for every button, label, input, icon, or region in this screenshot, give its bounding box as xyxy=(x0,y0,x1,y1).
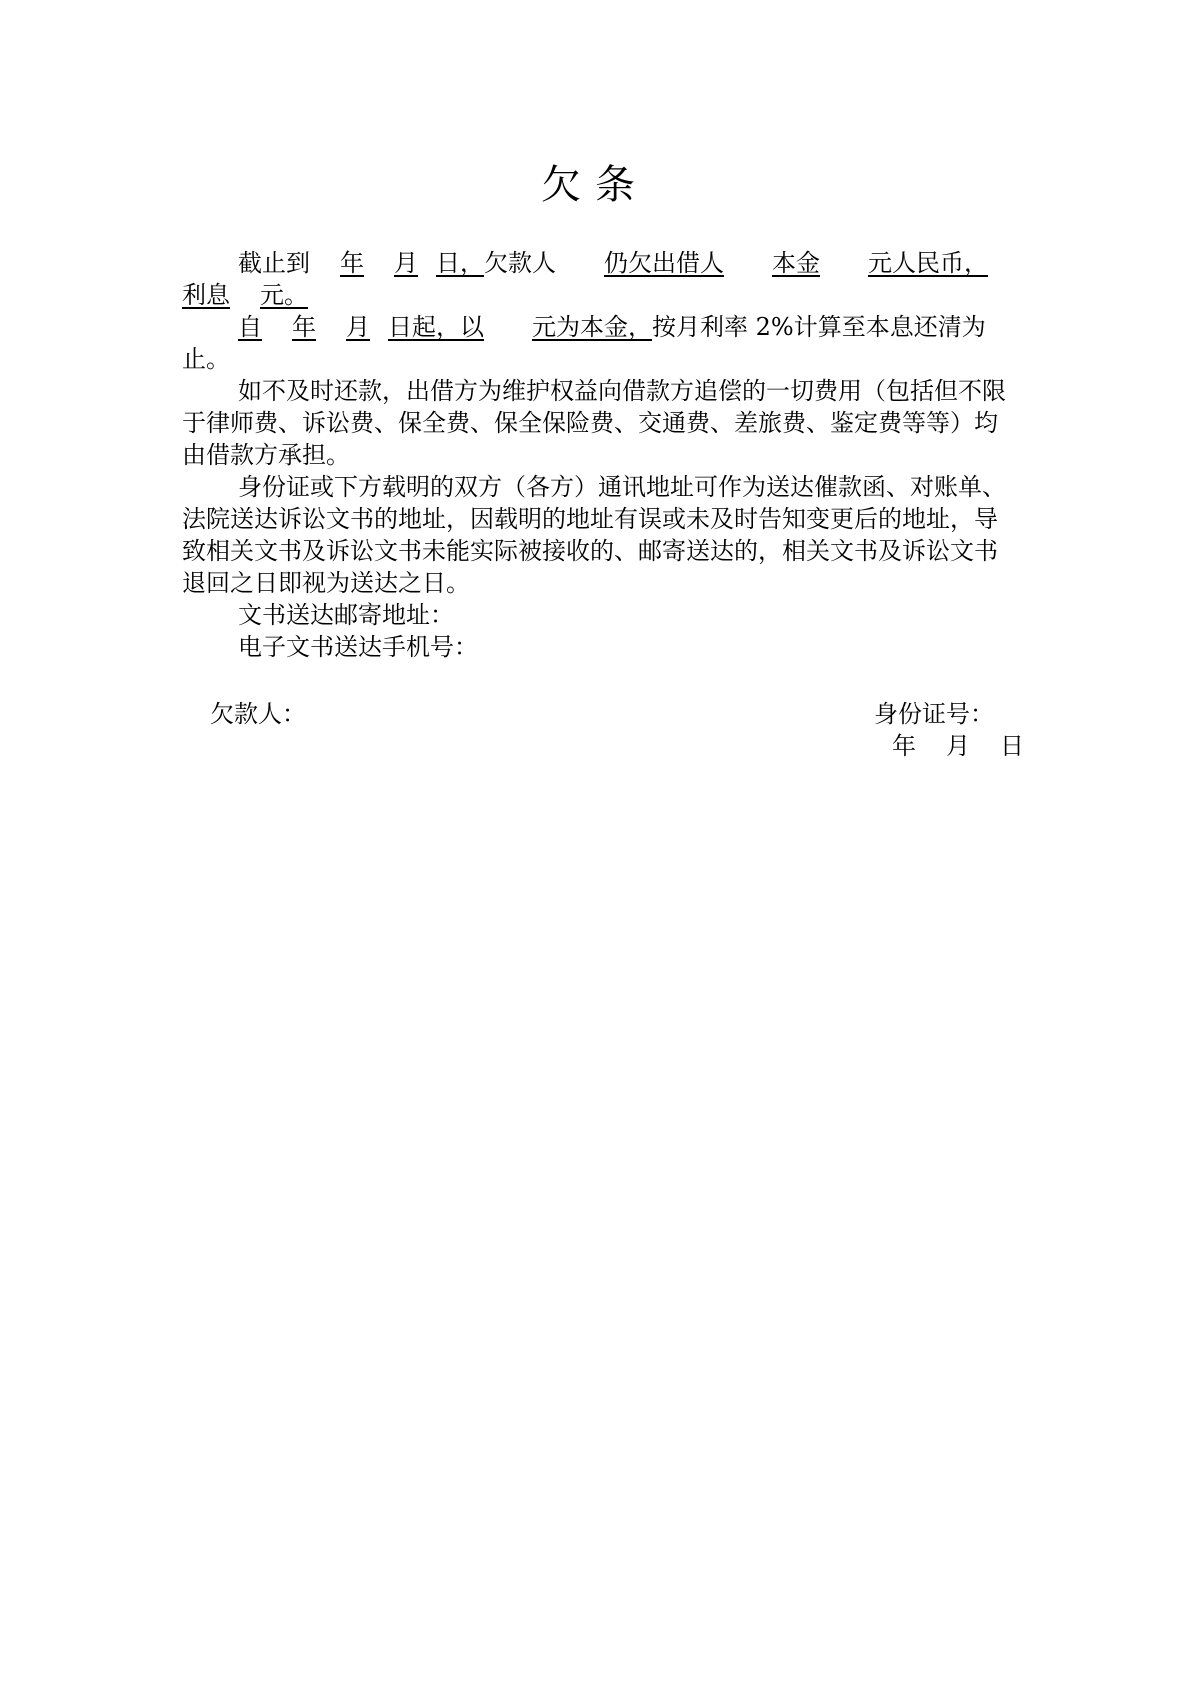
start-month: 月 xyxy=(346,313,370,341)
owed-amount-underline xyxy=(556,249,988,277)
cutoff-day: 日， xyxy=(436,249,484,277)
interest-word: 利息 xyxy=(182,281,230,309)
base-principal: 元为本金， xyxy=(532,313,652,341)
cutoff-month: 月 xyxy=(394,249,418,277)
principal-word: 本金 xyxy=(772,249,820,277)
cutoff-prefix: 截止到 xyxy=(238,249,310,277)
mail-address-label: 文书送达邮寄地址： xyxy=(238,601,454,629)
interest-start-underline xyxy=(238,313,652,341)
start-year: 年 xyxy=(292,313,316,341)
sign-month: 月 xyxy=(946,732,970,760)
id-number-label: 身份证号： xyxy=(874,700,994,728)
monthly-rate-text: 按月利率 2%计算至本息还清为止。 xyxy=(182,313,986,373)
fees-clause: 如不及时还款，出借方为维护权益向借款方追偿的一切费用（包括但不限于律师费、诉讼费、保全费、保全保险费、交通费、差旅费、鉴定费等等）均由借款方承担。 xyxy=(182,377,1006,469)
cutoff-date-underline xyxy=(310,249,484,277)
sign-year: 年 xyxy=(892,732,916,760)
interest-underline xyxy=(182,281,308,309)
signature-date xyxy=(892,730,1024,762)
debtor-word: 欠款人 xyxy=(484,249,556,277)
document-title: 欠条 xyxy=(541,162,649,208)
debtor-signature-label: 欠款人： xyxy=(210,700,306,728)
phone-label: 电子文书送达手机号： xyxy=(238,633,478,661)
cutoff-year: 年 xyxy=(340,249,364,277)
document-body xyxy=(182,247,1012,663)
start-day: 日起，以 xyxy=(388,313,484,341)
currency-word: 元人民币， xyxy=(868,249,988,277)
sign-day: 日 xyxy=(1000,732,1024,760)
from-word: 自 xyxy=(238,313,262,341)
amount-line xyxy=(182,247,1012,311)
interest-clause xyxy=(182,311,1012,375)
service-address-clause: 身份证或下方载明的双方（各方）通讯地址可作为送达催款函、对账单、法院送达诉讼文书的地址，因载明的地址有误或未及时告知变更后的地址，导致相关文书及诉讼文书未能实际被接收的、邮寄送达的，相关文书及诉讼文书退回之日即视为送达之日。 xyxy=(182,473,1006,597)
owes-lender: 仍欠出借人 xyxy=(604,249,724,277)
interest-yuan: 元。 xyxy=(260,281,308,309)
